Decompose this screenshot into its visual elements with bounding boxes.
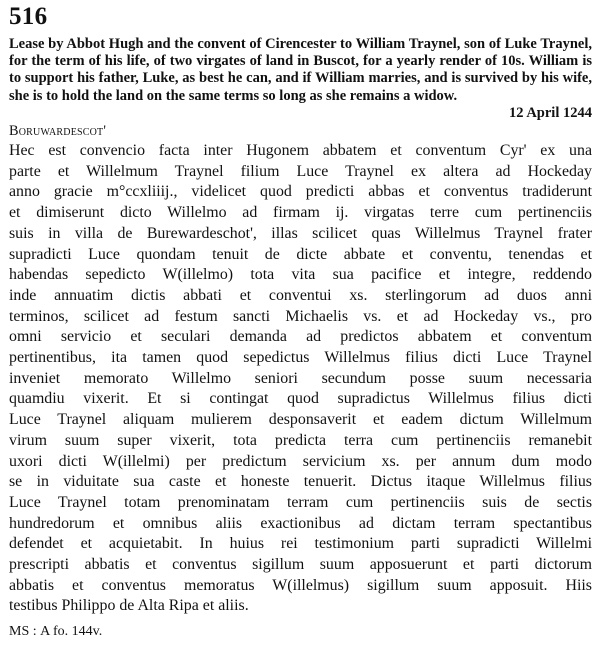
ms-label: MS : <box>9 624 37 640</box>
text-line: suis in villa de Burewardeschot', illas scilicet quas Willelmus Traynel frater <box>9 224 592 242</box>
text-line: defendet et acquietabit. In huius rei testimonium parti supradicti Willelmi <box>9 535 592 553</box>
document-number: 516 <box>9 3 48 30</box>
summary-paragraph <box>9 36 592 105</box>
text-line: et dimiserunt dicto Willelmo ad firmam ij. virgatas terre cum pertinenciis <box>9 204 592 222</box>
text-line: se in viduitate sua caste et honeste tenuerit. Dictus itaque Willelmus filius <box>9 473 592 491</box>
text-line: anno gracie m°ccxliiij., videlicet quod predicti abbas et conventus tradiderunt <box>9 183 592 201</box>
text-line: quamdiu vixerit. Et si contingat quod supradictus Willelmus filius dicti <box>9 390 592 408</box>
place-heading: Boruwardescot' <box>9 123 107 140</box>
summary-line: Lease by Abbot Hugh and the convent of Cirencester to William Traynel, <box>9 36 461 52</box>
text-line: abbatis et conventus memoratus W(illelmus) sigillum suum apposuit. Hiis <box>9 576 592 594</box>
charter-text <box>9 141 592 617</box>
text-line: Hec est convencio facta inter Hugonem abbatem et conventum Cyr' ex una <box>9 142 592 160</box>
text-line: inveniet memorato Willelmo seniori secundum posse suum necessaria <box>9 369 592 387</box>
summary-line: son of Luke Traynel, for the term of his life, of two virgates of land in <box>9 36 593 70</box>
text-line: habendas sepedicto W(illelmo) tota vita sua pacifice et integre, reddendo <box>9 266 592 284</box>
text-line: hundredorum et omnibus aliis exactionibus ad dictam terram spectantibus <box>9 514 592 532</box>
text-line: terminos, scilicet ad festum sancti Michaelis vs. et ad Hockeday vs., pro <box>9 307 592 325</box>
text-line: parte et Willelmum Traynel filium Luce Traynel ex altera ad Hockeday <box>9 162 592 180</box>
text-line: virum suum super vixerit, tota predicta terra cum pertinenciis remanebit <box>9 431 592 449</box>
text-line: Luce Traynel totam prenominatam terram cum pertinenciis suis de sectis <box>9 493 592 511</box>
text-line: inde annuatim dictis abbati et conventui xs. sterlingorum ad duos anni <box>9 286 592 304</box>
summary-line: to hold the land on the same terms so long as she remains a widow. <box>46 87 458 104</box>
text-line: prescripti abbatis et conventus sigillum suum apposuerunt et parti dictorum <box>9 556 592 574</box>
text-line: Luce Traynel aliquam mulierem desponsaverit et eadem dictum Willelmum <box>9 411 592 429</box>
text-line: omni servicio et seculari demanda ad predictos abbatem et conventum <box>9 328 592 346</box>
ms-folio: A fo. 144v. <box>40 624 103 640</box>
text-line: uxori dicti W(illelmi) per predictum servicium xs. per annum dum modo <box>9 452 592 470</box>
manuscript-reference <box>9 623 592 641</box>
summary-line: as best he can, and if William marries, and is survived by his wife, she is <box>9 70 592 104</box>
text-line: supradicti Luce quondam tenuit de dicte abbate et conventu, tenendas et <box>9 245 592 263</box>
summary-line: Buscot, for a yearly render of 10s. William is to support his father, Luke, <box>9 53 593 87</box>
text-line: pertinentibus, ita tamen quod sepedictus Willelmus filius dicti Luce Traynel <box>9 349 592 367</box>
document-date: 12 April 1244 <box>509 104 592 121</box>
text-line: testibus Philippo de Alta Ripa et aliis. <box>9 597 249 615</box>
